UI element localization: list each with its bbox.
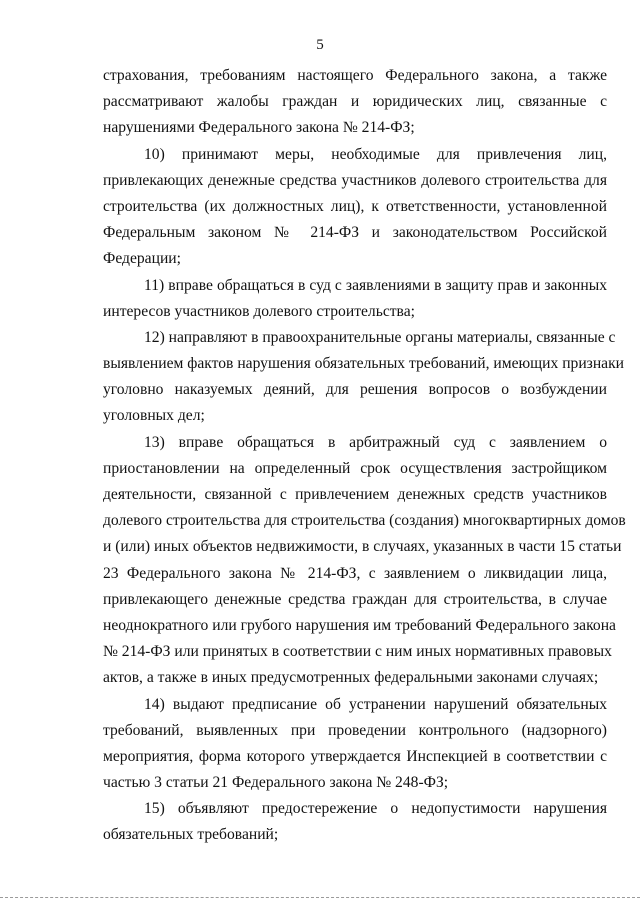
text-line: деятельности, связанной с привлечением денежных средств участников: [103, 486, 607, 503]
text-line: выявлением фактов нарушения обязательных требований, имеющих признаки: [103, 355, 625, 373]
text-line: страхования, требованиям настоящего Федерального закона, а также: [103, 67, 607, 84]
text-line: № 214-ФЗ или принятых в соответствии с ним иных нормативных правовых: [103, 643, 612, 661]
text-line: и (или) иных объектов недвижимости, в случаях, указанных в части 15 статьи: [103, 538, 622, 556]
text-line: привлекающих денежные средства участников долевого строительства для: [103, 171, 607, 189]
paragraph: [103, 430, 626, 692]
page-number: 5: [316, 37, 324, 53]
paragraph: [103, 796, 607, 848]
document-body: [103, 63, 626, 849]
paragraph: [103, 692, 607, 797]
text-line: уголовных дел;: [103, 407, 205, 425]
text-line: 13) вправе обращаться в арбитражный суд с заявлением о: [144, 433, 607, 451]
text-line: требований, выявленных при проведении контрольного (надзорного): [103, 721, 607, 739]
paragraph: [103, 325, 625, 430]
text-line: приостановлении на определенный срок осуществления застройщиком: [103, 459, 607, 477]
paragraph: [103, 63, 607, 142]
text-line: 10) принимают меры, необходимые для привлечения лиц,: [144, 145, 607, 163]
text-line: Федеральным законом № 214-ФЗ и законодательством Российской: [103, 224, 607, 242]
text-line: актов, а также в иных предусмотренных федеральными законами случаях;: [103, 669, 599, 687]
text-line: 15) объявляют предостережение о недопустимости нарушения: [144, 800, 607, 818]
paragraph: [103, 142, 607, 273]
paragraph: [103, 273, 607, 325]
text-line: рассматривают жалобы граждан и юридических лиц, связанные с: [103, 93, 607, 111]
text-line: уголовно наказуемых деяний, для решения вопросов о возбуждении: [103, 381, 607, 399]
text-line: частью 3 статьи 21 Федерального закона № 248-ФЗ;: [103, 774, 449, 792]
text-line: 23 Федерального закона № 214-ФЗ, с заявлением о ликвидации лица,: [103, 564, 607, 582]
text-line: обязательных требований;: [103, 826, 279, 844]
text-line: интересов участников долевого строительства;: [103, 302, 415, 320]
text-line: долевого строительства для строительства (создания) многоквартирных домов: [103, 512, 626, 530]
text-line: 11) вправе обращаться в суд с заявлениями в защиту прав и законных: [144, 276, 607, 294]
text-line: строительства (их должностных лиц), к ответственности, установленной: [103, 197, 607, 215]
text-line: 12) направляют в правоохранительные органы материалы, связанные с: [144, 328, 616, 346]
text-line: мероприятия, форма которого утверждается Инспекцией в соответствии с: [103, 747, 607, 765]
text-line: нарушениями Федерального закона № 214-ФЗ;: [103, 119, 415, 137]
text-line: привлекающего денежные средства граждан для строительства, в случае: [103, 590, 607, 608]
text-line: неоднократного или грубого нарушения им требований Федерального закона: [103, 616, 616, 634]
text-line: Федерации;: [103, 250, 181, 268]
text-line: 14) выдают предписание об устранении нарушений обязательных: [144, 695, 607, 713]
page-bottom-edge: [0, 897, 640, 898]
